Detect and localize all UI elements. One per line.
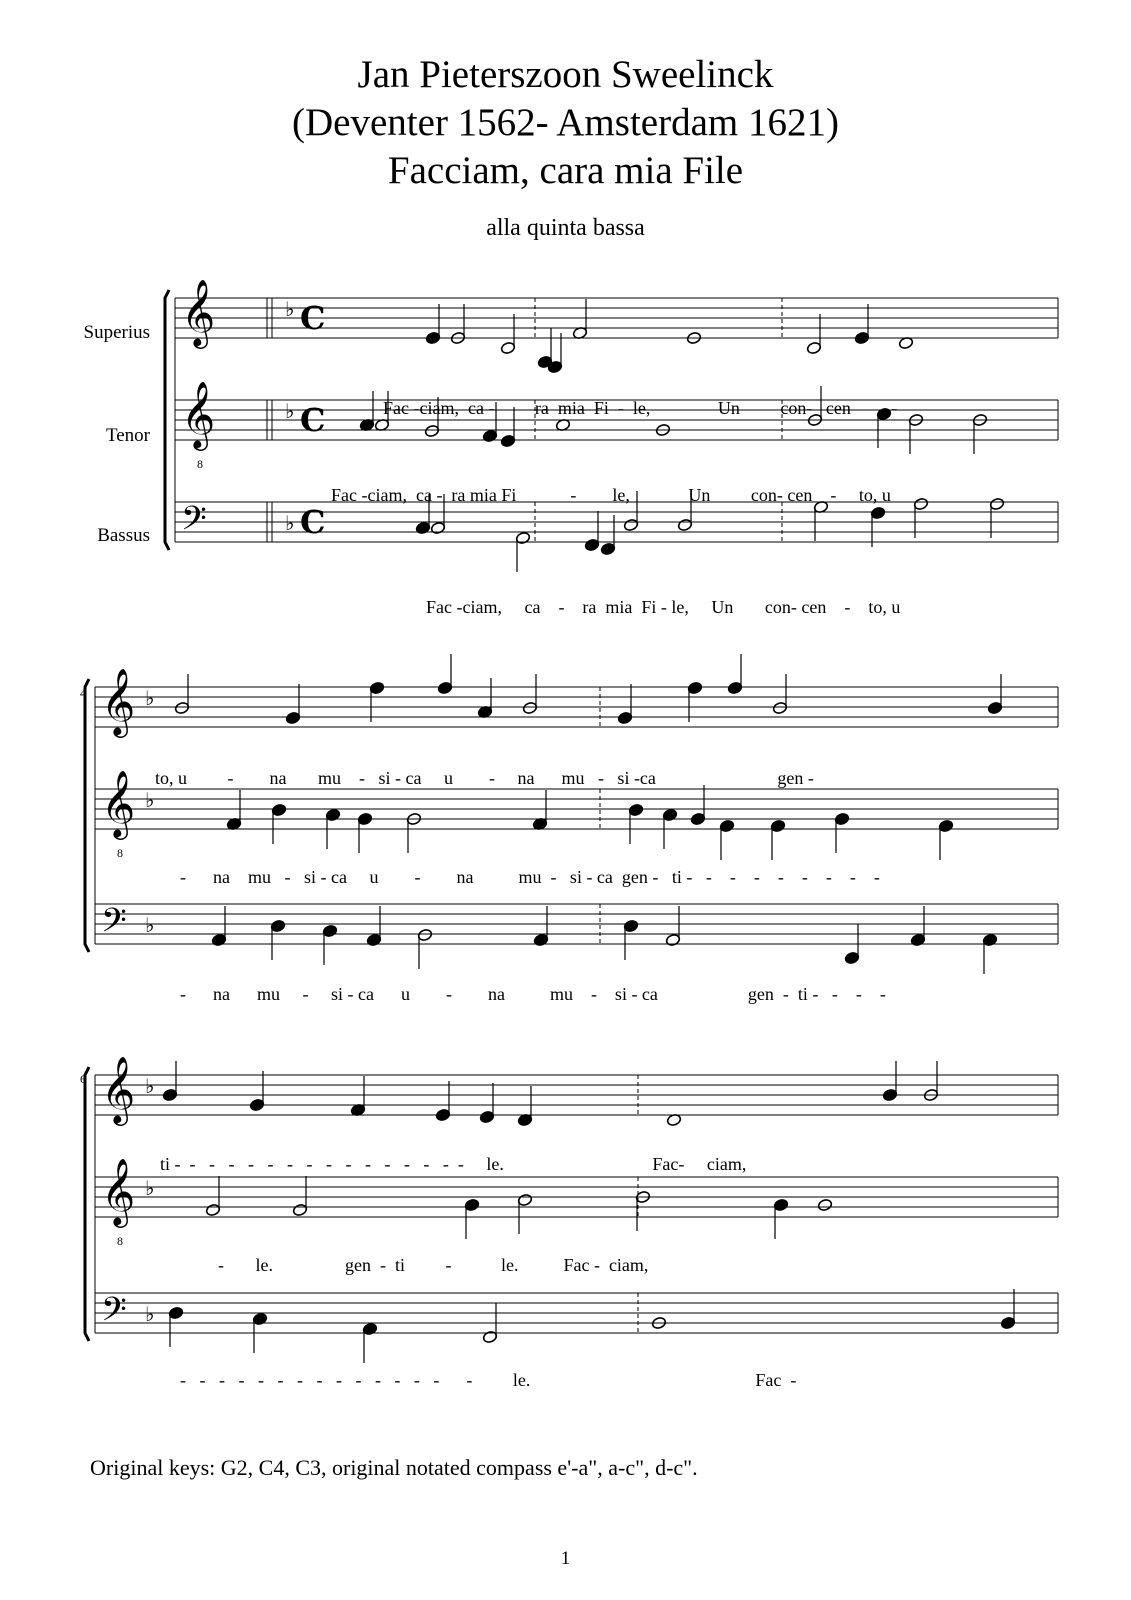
lyrics-superius: Fac -ciam, ca - ra mia Fi - le, Un con- cen - (383, 398, 898, 418)
composer-name: Jan Pieterszoon Sweelinck (357, 53, 774, 96)
flat-sign: ♭ (285, 399, 295, 423)
flat-sign: ♭ (145, 788, 155, 812)
notes (162, 299, 1015, 1363)
lyrics-superius: ti - - - - - - - - - - - - - - - - le. Fac- ciam, (160, 1154, 747, 1174)
treble-clef: 𝄞 (101, 769, 136, 837)
voice-label-tenor: Tenor (105, 425, 150, 446)
treble-clef: 𝄞 (181, 380, 216, 448)
octave-mark: 8 (197, 457, 203, 471)
octave-mark: 8 (117, 846, 123, 860)
note-head (817, 1198, 832, 1211)
lyrics-bassus: - - - - - - - - - - - - - - - le. Fac - (180, 1370, 797, 1390)
common-time: C (300, 503, 326, 541)
piece-title: Facciam, cara mia File (387, 149, 744, 192)
piece-subtitle: alla quinta bassa (486, 215, 645, 241)
lyrics-bassus: Fac -ciam, ca - ra mia Fi - le, Un con- cen - to, u (426, 597, 901, 617)
lyrics-tenor: Fac -ciam, ca - ra mia Fi - le, Un con- cen - to, u (331, 485, 891, 505)
flat-sign: ♭ (145, 686, 155, 710)
lyrics-superius: to, u - na mu - si - ca u - na mu - si -ca gen - (155, 768, 814, 788)
octave-mark: 8 (117, 1234, 123, 1248)
bracket (165, 290, 169, 550)
bracket (85, 1067, 89, 1341)
common-time: C (300, 299, 326, 337)
bass-clef: 𝄢 (181, 500, 207, 546)
bass-clef: 𝄢 (101, 902, 127, 948)
footnote: Original keys: G2, C4, C3, original notated compass e'-a", a-c", d-c". (90, 1455, 698, 1480)
page-number: 1 (560, 1548, 571, 1569)
clefs (101, 278, 325, 1337)
flat-sign: ♭ (145, 1176, 155, 1200)
lyrics-tenor: - na mu - si - ca u - na mu - si - ca gen - ti - - - - - - - - - (180, 867, 880, 887)
bracket (85, 679, 89, 952)
lyrics-bassus: - na mu - si - ca u - na mu - si - ca gen - ti - - - - (180, 984, 886, 1004)
voice-label-bassus: Bassus (97, 525, 150, 546)
flat-sign: ♭ (285, 297, 295, 321)
flat-sign: ♭ (145, 1302, 155, 1326)
treble-clef: 𝄞 (101, 667, 136, 735)
flat-sign: ♭ (145, 1074, 155, 1098)
common-time: C (300, 401, 326, 439)
bass-clef: 𝄢 (101, 1291, 127, 1337)
flat-sign: ♭ (285, 511, 295, 535)
voice-label-superius: Superius (83, 322, 150, 343)
lyrics-tenor: - le. gen - ti - le. Fac - ciam, (218, 1255, 649, 1275)
treble-clef: 𝄞 (181, 278, 216, 346)
composer-dates: (Deventer 1562- Amsterdam 1621) (292, 101, 839, 144)
treble-clef: 𝄞 (101, 1055, 136, 1123)
measure-number: 6 (80, 1072, 86, 1086)
measure-number: 4 (80, 686, 86, 700)
barlines (267, 298, 1058, 1333)
flat-sign: ♭ (145, 913, 155, 937)
treble-clef: 𝄞 (101, 1157, 136, 1225)
